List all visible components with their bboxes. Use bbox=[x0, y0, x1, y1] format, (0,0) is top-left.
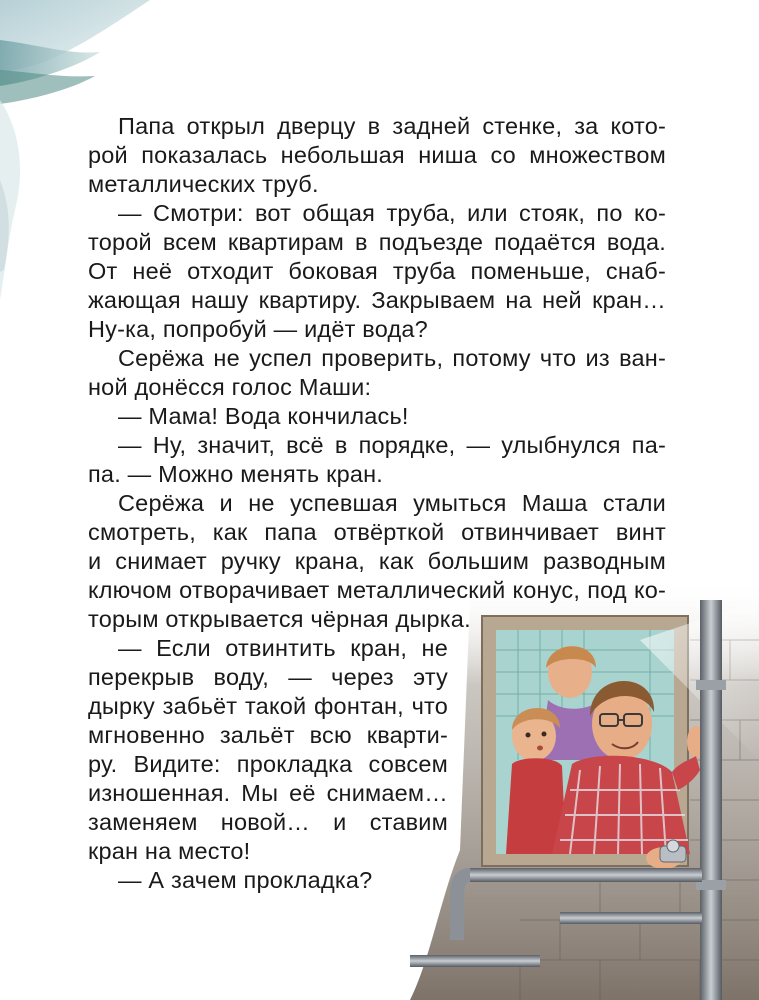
text-line: рой показалась небольшая ниша со множеством bbox=[88, 142, 666, 168]
text-line: — Мама! Вода кончилась! bbox=[118, 403, 409, 429]
text-line: Папа открыл дверцу в задней стенке, за кото- bbox=[118, 113, 666, 139]
text-line: смотреть, как папа отвёрткой отвинчивает винт bbox=[88, 519, 666, 545]
text-line: жающая нашу квартиру. Закрываем на ней кран… bbox=[88, 287, 666, 313]
text-line: — Ну, значит, всё в порядке, — улыбнулся па- bbox=[118, 432, 666, 458]
text-line: Ну-ка, попробуй — идёт вода? bbox=[88, 316, 428, 342]
text-line: — Смотри: вот общая труба, или стояк, по ко- bbox=[118, 200, 666, 226]
text-line: — А зачем прокладка? bbox=[118, 867, 373, 893]
text-line: заменяем новой… и ставим bbox=[88, 809, 448, 835]
text-line: Серёжа не успел проверить, потому что из ван- bbox=[118, 345, 666, 371]
text-line: ключом отворачивает металлический конус, под ко- bbox=[88, 577, 666, 603]
text-line: кран на место! bbox=[88, 838, 251, 864]
text-line: перекрыв воду, — через эту bbox=[88, 664, 448, 690]
text-line: торой всем квартирам в подъезде подаётся вода. bbox=[88, 229, 666, 255]
text-line: и снимает ручку крана, как большим разводным bbox=[88, 548, 666, 574]
text-line: торым открывается чёрная дырка. bbox=[88, 606, 471, 632]
text-line: мгновенно зальёт всю кварти- bbox=[88, 722, 448, 748]
text-line: — Если отвинтить кран, не bbox=[118, 635, 448, 661]
text-line: ру. Видите: прокладка совсем bbox=[88, 751, 448, 777]
text-line: Серёжа и не успевшая умыться Маша стали bbox=[118, 490, 666, 516]
text-line: па. — Можно менять кран. bbox=[88, 461, 384, 487]
text-line: металлических труб. bbox=[88, 171, 319, 197]
text-line: ной донёсся голос Маши: bbox=[88, 374, 372, 400]
text-line: дырку забьёт такой фонтан, что bbox=[88, 693, 448, 719]
text-line: От неё отходит боковая труба поменьше, снаб- bbox=[88, 258, 666, 284]
text-line: изношенная. Мы её снимаем… bbox=[88, 780, 448, 806]
